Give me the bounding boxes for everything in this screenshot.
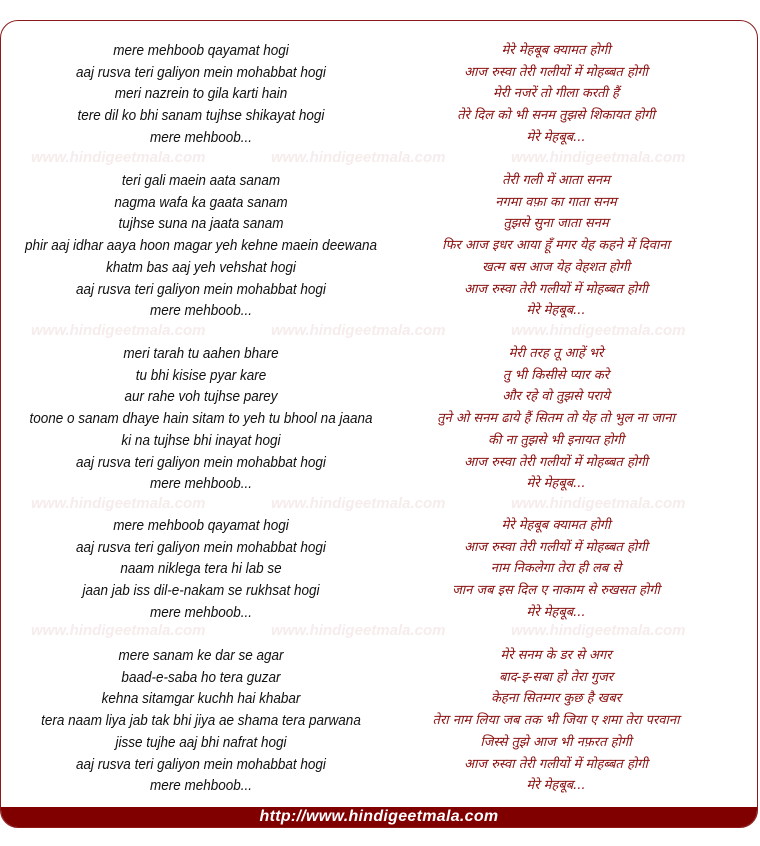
hindi-lyric-line: मेरे मेहबूब... — [526, 476, 586, 492]
hindi-lyric-line: मेरे मेहबूब क्यामत होगी — [501, 518, 611, 533]
hindi-lyric-line: तेरी गली में आता सनम — [502, 173, 610, 188]
english-lyric-line: mere sanam ke dar se agar — [118, 647, 284, 664]
english-lyric-line: mere mehboob... — [149, 475, 253, 493]
english-lyric-line: baad-e-saba ho tera guzar — [121, 668, 281, 686]
watermark-text: www.hindigeetmala.com — [31, 149, 206, 166]
hindi-lyric-line: खत्म बस आज येह वेहशत होगी — [482, 259, 630, 275]
hindi-lyric-line: जान जब इस दिल ए नाकाम से रुखसत होगी — [452, 583, 660, 599]
watermark-text: www.hindigeetmala.com — [31, 322, 206, 339]
english-lyric-line: mere mehboob qayamat hogi — [113, 42, 289, 59]
hindi-lyric-line: जिस्से तुझे आज भी नफ़रत होगी — [480, 734, 632, 750]
hindi-lyric-line: मेरे सनम के डर से अगर — [500, 648, 612, 663]
watermark-text: www.hindigeetmala.com — [511, 495, 686, 512]
lyrics-frame — [0, 20, 758, 828]
english-lyric-line: mere mehboob... — [149, 302, 253, 320]
hindi-lyric-line: मेरे मेहबूब... — [526, 778, 586, 794]
watermark-text: www.hindigeetmala.com — [511, 322, 686, 339]
watermark-text: www.hindigeetmala.com — [271, 495, 446, 512]
english-lyric-line: kehna sitamgar kuchh hai khabar — [101, 690, 301, 708]
english-lyric-line: tujhse suna na jaata sanam — [118, 215, 284, 233]
hindi-lyric-line: आज रुस्वा तेरी गलीयों में मोहब्बत होगी — [464, 64, 648, 80]
watermark-text: www.hindigeetmala.com — [511, 149, 686, 166]
english-lyric-line: aaj rusva teri galiyon mein mohabbat hogi — [76, 453, 326, 471]
english-lyric-line: nagma wafa ka gaata sanam — [114, 193, 288, 211]
hindi-lyric-line: मेरे मेहबूब... — [526, 129, 586, 145]
hindi-lyric-line: मेरे मेहबूब... — [526, 604, 586, 620]
english-lyric-line: mere mehboob... — [149, 128, 253, 146]
english-lyric-line: ki na tujhse bhi inayat hogi — [121, 431, 281, 449]
hindi-lyric-line: मेरी तरह तू आहें भरे — [508, 346, 604, 361]
english-lyric-line: mere mehboob... — [149, 603, 253, 621]
watermark-row — [1, 495, 758, 511]
hindi-lyric-line: नाम निकलेगा तेरा ही लब से — [490, 561, 622, 577]
english-lyric-line: phir aaj idhar aaya hoon magar yeh kehne maein deewana — [24, 237, 377, 255]
english-lyric-line: aur rahe voh tujhse parey — [124, 388, 278, 406]
english-lyric-line: khatm bas aaj yeh vehshat hogi — [106, 258, 296, 276]
hindi-lyric-line: तुझसे सुना जाता सनम — [503, 216, 609, 232]
english-lyric-line: toone o sanam dhaye hain sitam to yeh tu bhool na jaana — [29, 410, 373, 428]
watermark-text: www.hindigeetmala.com — [271, 622, 446, 639]
english-lyric-line: tu bhi kisise pyar kare — [135, 366, 267, 384]
english-lyric-line: aaj rusva teri galiyon mein mohabbat hogi — [76, 63, 326, 81]
hindi-lyric-line: तु भी किसीसे प्यार करे — [502, 367, 610, 383]
site-url-footer[interactable]: http://www.hindigeetmala.com — [1, 807, 757, 827]
hindi-lyric-line: मेरे मेहबूब... — [526, 303, 586, 319]
hindi-lyric-line: बाद-इ-सबा हो तेरा गुजर — [498, 669, 614, 685]
english-lyric-line: tera naam liya jab tak bhi jiya ae shama tera parwana — [41, 712, 361, 730]
hindi-lyric-line: तेरे दिल को भी सनम तुझसे शिकायत होगी — [457, 108, 655, 124]
hindi-lyric-line: मेरे मेहबूब क्यामत होगी — [501, 43, 611, 58]
english-lyric-line: tere dil ko bhi sanam tujhse shikayat hogi — [77, 107, 325, 125]
english-lyric-line: meri tarah tu aahen bhare — [123, 345, 279, 362]
hindi-lyric-line: मेरी नजरें तो गीला करती हैं — [493, 86, 619, 102]
english-lyric-line: mere mehboob... — [149, 777, 253, 795]
english-lyric-line: jaan jab iss dil-e-nakam se rukhsat hogi — [82, 582, 320, 600]
english-lyric-line: aaj rusva teri galiyon mein mohabbat hogi — [76, 538, 326, 556]
english-lyric-line: naam niklega tera hi lab se — [120, 560, 282, 578]
hindi-lyric-line: नगमा वफ़ा का गाता सनम — [495, 194, 617, 210]
watermark-row — [1, 322, 758, 338]
english-lyric-line: mere mehboob qayamat hogi — [113, 517, 289, 534]
watermark-text: www.hindigeetmala.com — [31, 495, 206, 512]
english-lyric-line: teri gali maein aata sanam — [121, 172, 281, 189]
hindi-lyric-line: और रहे वो तुझसे पराये — [502, 389, 610, 405]
hindi-lyric-line: केहना सितम्गर कुछ है खबर — [490, 691, 622, 707]
watermark-row — [1, 622, 758, 638]
english-lyric-line: aaj rusva teri galiyon mein mohabbat hogi — [76, 280, 326, 298]
english-lyric-line: meri nazrein to gila karti hain — [114, 85, 288, 103]
watermark-text: www.hindigeetmala.com — [271, 322, 446, 339]
hindi-lyric-line: तेरा नाम लिया जब तक भी जिया ए शमा तेरा परवाना — [432, 713, 680, 729]
watermark-text: www.hindigeetmala.com — [271, 149, 446, 166]
english-lyric-line: jisse tujhe aaj bhi nafrat hogi — [115, 733, 287, 751]
hindi-lyric-line: आज रुस्वा तेरी गलीयों में मोहब्बत होगी — [464, 454, 648, 470]
watermark-text: www.hindigeetmala.com — [31, 622, 206, 639]
hindi-lyric-line: आज रुस्वा तेरी गलीयों में मोहब्बत होगी — [464, 756, 648, 772]
hindi-lyric-line: तुने ओ सनम ढाये हैं सितम तो येह तो भुल ना जाना — [437, 411, 675, 427]
hindi-lyric-line: फिर आज इधर आया हूँ मगर येह कहने में दिवाना — [442, 238, 670, 254]
hindi-lyric-line: आज रुस्वा तेरी गलीयों में मोहब्बत होगी — [464, 539, 648, 555]
english-lyric-line: aaj rusva teri galiyon mein mohabbat hogi — [76, 755, 326, 773]
watermark-text: www.hindigeetmala.com — [511, 622, 686, 639]
watermark-row — [1, 149, 758, 165]
hindi-lyric-line: आज रुस्वा तेरी गलीयों में मोहब्बत होगी — [464, 281, 648, 297]
hindi-lyric-line: की ना तुझसे भी इनायत होगी — [488, 432, 624, 448]
